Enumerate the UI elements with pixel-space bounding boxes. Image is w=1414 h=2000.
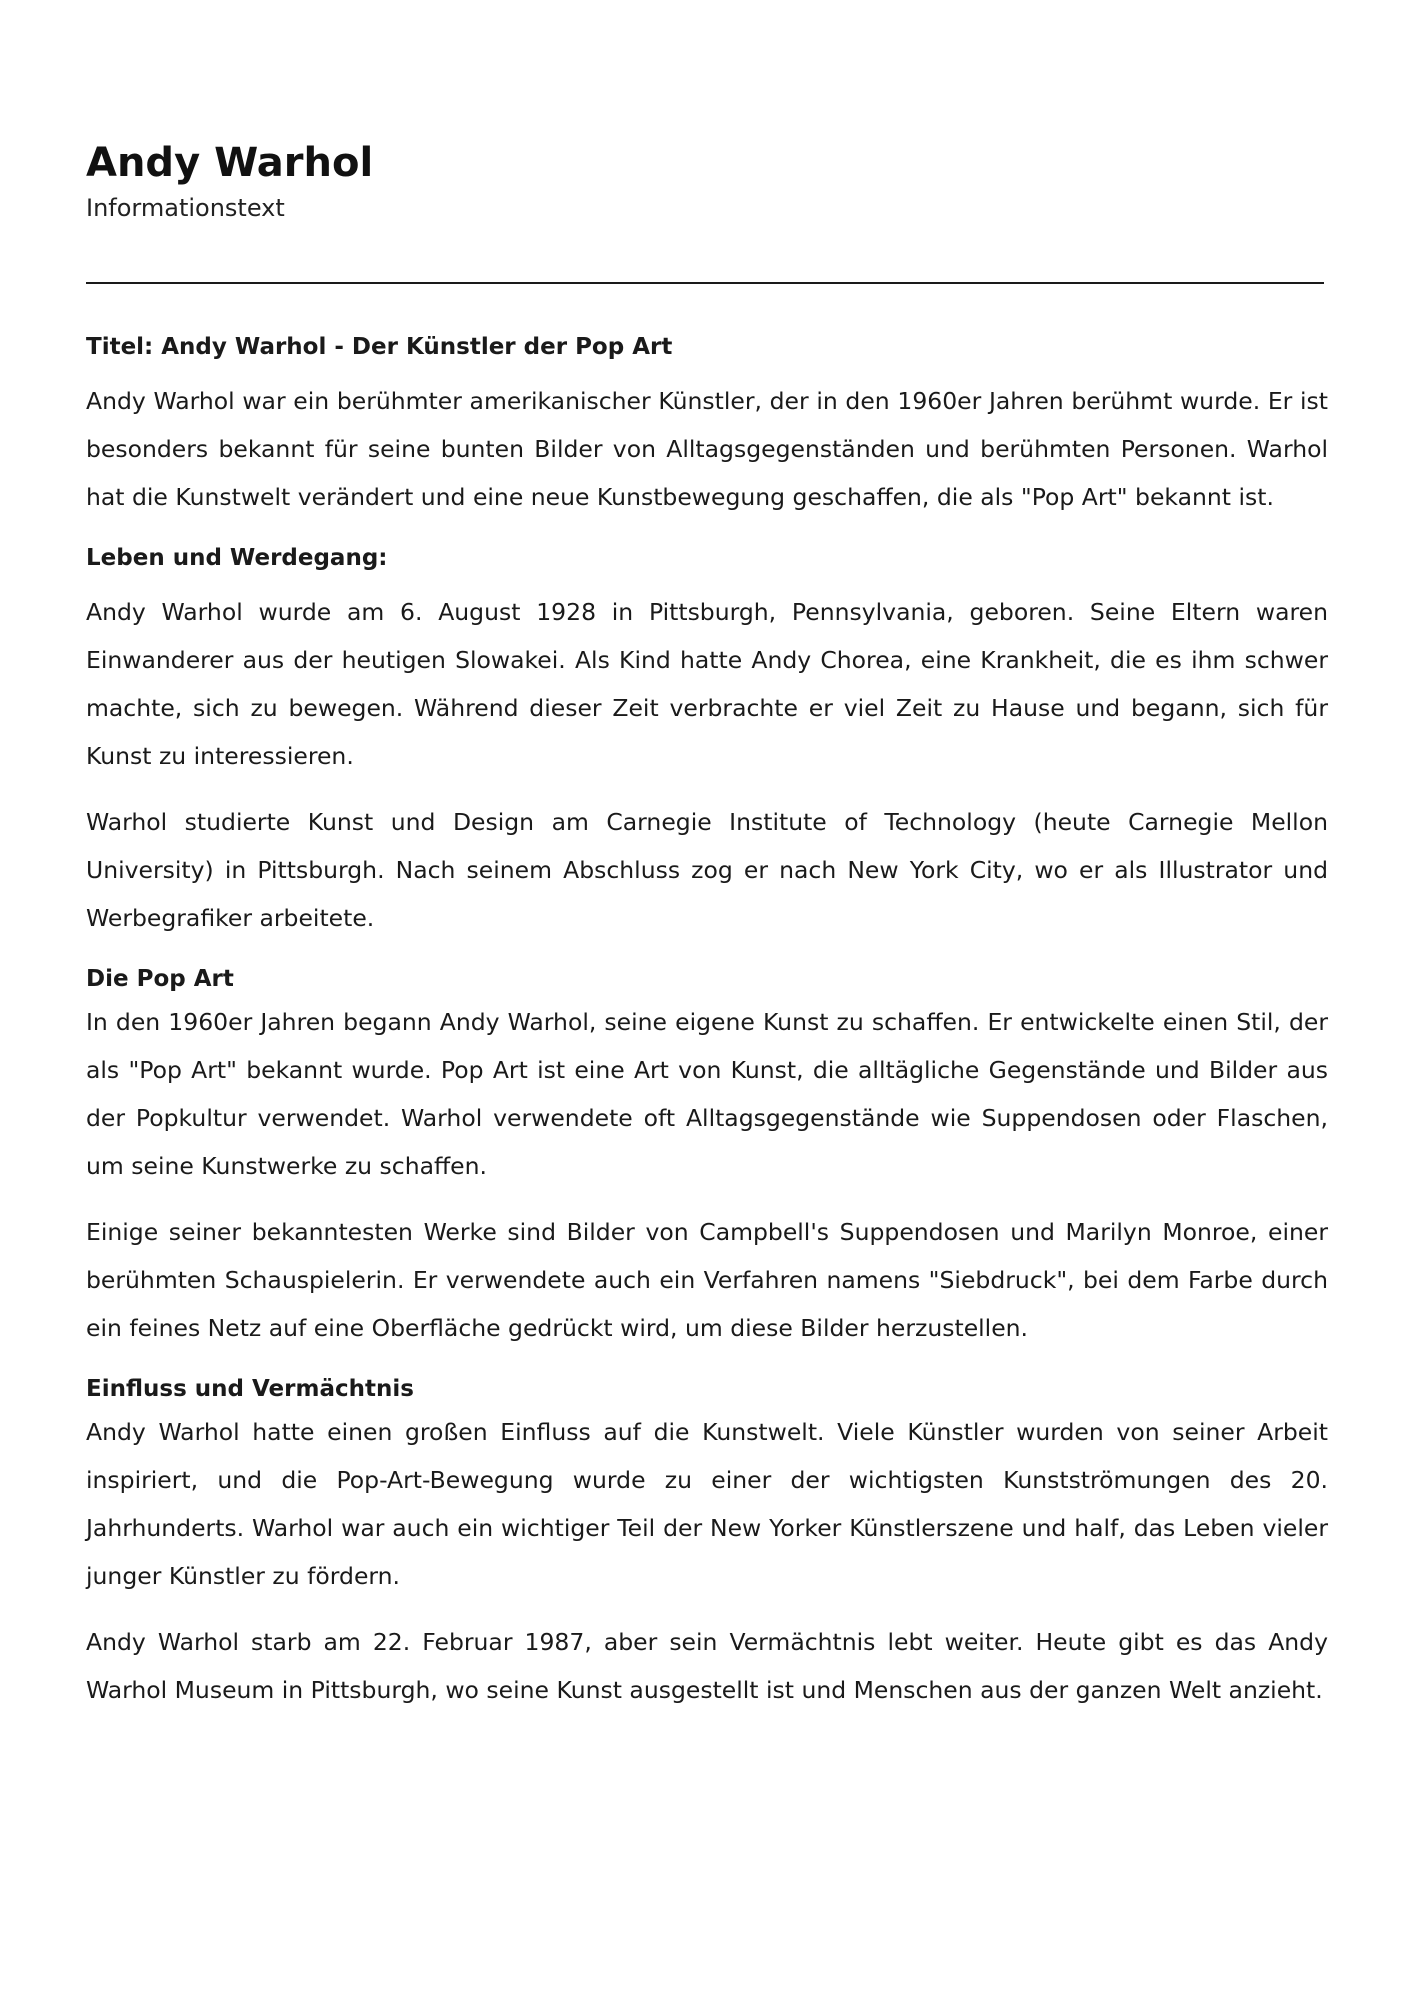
document-body (86, 332, 1328, 1714)
life-heading: Leben und Werdegang: (86, 545, 388, 571)
life-paragraph-1: Andy Warhol wurde am 6. August 1928 in Pittsburgh, Pennsylvania, geboren. Seine Eltern waren Einwanderer aus der heutigen Slowakei. Als Kind hatte Andy Chorea, eine Krankheit, die es ihm schwer machte, sich zu bewegen. Während dieser Zeit verbrachte er viel Zeit zu Hause und begann, sich für Kunst zu interessieren. (86, 598, 1328, 770)
life-paragraph-2: Warhol studierte Kunst und Design am Carnegie Institute of Technology (heute Carnegie Mellon University) in Pittsburgh. Nach seinem Abschluss zog er nach New York City, wo er als Illustrator und Werbegrafiker arbeitete. (86, 808, 1328, 932)
header-divider (86, 282, 1324, 284)
popart-heading: Die Pop Art (86, 966, 234, 992)
document-subtitle: Informationstext (86, 194, 285, 222)
legacy-heading: Einfluss und Vermächtnis (86, 1376, 414, 1402)
document-page (86, 135, 1328, 1714)
intro-paragraph: Andy Warhol war ein berühmter amerikanischer Künstler, der in den 1960er Jahren berühmt wurde. Er ist besonders bekannt für seine bunten Bilder von Alltagsgegenständen und berühmten Personen. Warhol hat die Kunstwelt verändert und eine neue Kunstbewegung geschaffen, die als "Pop Art" bekannt ist. (86, 387, 1328, 511)
intro-heading: Titel: Andy Warhol - Der Künstler der Pop Art (86, 334, 673, 360)
legacy-paragraph-1: Andy Warhol hatte einen großen Einfluss auf die Kunstwelt. Viele Künstler wurden von seiner Arbeit inspiriert, und die Pop-Art-Bewegung wurde zu einer der wichtigsten Kunstströmungen des 20. Jahrhunderts. Warhol war auch ein wichtiger Teil der New Yorker Künstlerszene und half, das Leben vieler junger Künstler zu fördern. (86, 1418, 1328, 1590)
legacy-paragraph-2: Andy Warhol starb am 22. Februar 1987, aber sein Vermächtnis lebt weiter. Heute gibt es das Andy Warhol Museum in Pittsburgh, wo seine Kunst ausgestellt ist und Menschen aus der ganzen Welt anzieht. (86, 1628, 1328, 1704)
popart-paragraph-1: In den 1960er Jahren begann Andy Warhol, seine eigene Kunst zu schaffen. Er entwickelte einen Stil, der als "Pop Art" bekannt wurde. Pop Art ist eine Art von Kunst, die alltägliche Gegenstände und Bilder aus der Popkultur verwendet. Warhol verwendete oft Alltagsgegenstände wie Suppendosen oder Flaschen, um seine Kunstwerke zu schaffen. (86, 1008, 1328, 1180)
document-title: Andy Warhol (86, 140, 374, 186)
popart-paragraph-2: Einige seiner bekanntesten Werke sind Bilder von Campbell's Suppendosen und Marilyn Monroe, einer berühmten Schauspielerin. Er verwendete auch ein Verfahren namens "Siebdruck", bei dem Farbe durch ein feines Netz auf eine Oberfläche gedrückt wird, um diese Bilder herzustellen. (86, 1218, 1328, 1342)
